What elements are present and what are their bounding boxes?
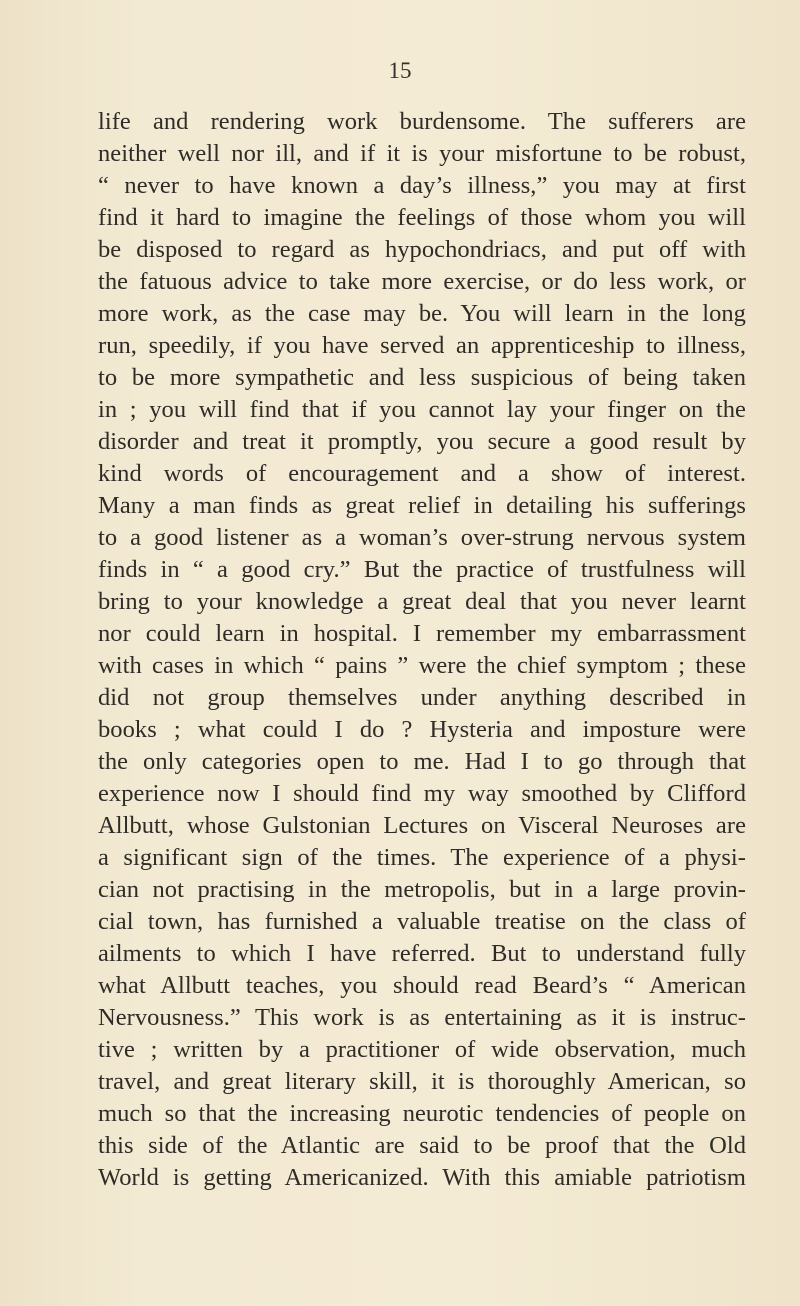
text-line: neither well nor ill, and if it is your misfortune to be robust,: [98, 140, 746, 167]
text-line: nor could learn in hospital. I remember my embarrassment: [98, 620, 746, 647]
text-line: be disposed to regard as hypochondriacs, and put off with: [98, 236, 746, 263]
text-line: Nervousness.” This work is as entertaining as it is instruc-: [98, 1004, 746, 1031]
text-line: with cases in which “ pains ” were the chief symptom ; these: [98, 652, 746, 679]
text-line: much so that the increasing neurotic tendencies of people on: [98, 1100, 746, 1127]
text-line: run, speedily, if you have served an apprenticeship to illness,: [98, 332, 746, 359]
text-line: life and rendering work burdensome. The sufferers are: [98, 108, 746, 135]
text-line: the fatuous advice to take more exercise, or do less work, or: [98, 268, 746, 295]
text-line: kind words of encouragement and a show of interest.: [98, 460, 746, 487]
text-line: books ; what could I do ? Hysteria and imposture were: [98, 716, 746, 743]
text-line: a significant sign of the times. The experience of a physi-: [98, 844, 746, 871]
text-line: Many a man finds as great relief in detailing his sufferings: [98, 492, 746, 519]
text-line: to a good listener as a woman’s over-strung nervous system: [98, 524, 746, 551]
text-line: this side of the Atlantic are said to be proof that the Old: [98, 1132, 746, 1159]
text-line: what Allbutt teaches, you should read Beard’s “ American: [98, 972, 746, 999]
text-line: to be more sympathetic and less suspicious of being taken: [98, 364, 746, 391]
text-line: find it hard to imagine the feelings of those whom you will: [98, 204, 746, 231]
text-line: in ; you will find that if you cannot lay your finger on the: [98, 396, 746, 423]
text-line: World is getting Americanized. With this amiable patriotism: [98, 1164, 746, 1191]
text-line: bring to your knowledge a great deal that you never learnt: [98, 588, 746, 615]
text-line: tive ; written by a practitioner of wide observation, much: [98, 1036, 746, 1063]
text-line: did not group themselves under anything described in: [98, 684, 746, 711]
text-line: more work, as the case may be. You will learn in the long: [98, 300, 746, 327]
text-line: finds in “ a good cry.” But the practice of trustfulness will: [98, 556, 746, 583]
text-line: cial town, has furnished a valuable treatise on the class of: [98, 908, 746, 935]
text-line: ailments to which I have referred. But to understand fully: [98, 940, 746, 967]
text-line: “ never to have known a day’s illness,” you may at first: [98, 172, 746, 199]
text-line: cian not practising in the metropolis, but in a large provin-: [98, 876, 746, 903]
text-line: Allbutt, whose Gulstonian Lectures on Visceral Neuroses are: [98, 812, 746, 839]
text-line: experience now I should find my way smoothed by Clifford: [98, 780, 746, 807]
text-line: the only categories open to me. Had I to go through that: [98, 748, 746, 775]
text-line: disorder and treat it promptly, you secure a good result by: [98, 428, 746, 455]
page-number: 15: [388, 58, 412, 83]
text-line: travel, and great literary skill, it is thoroughly American, so: [98, 1068, 746, 1095]
